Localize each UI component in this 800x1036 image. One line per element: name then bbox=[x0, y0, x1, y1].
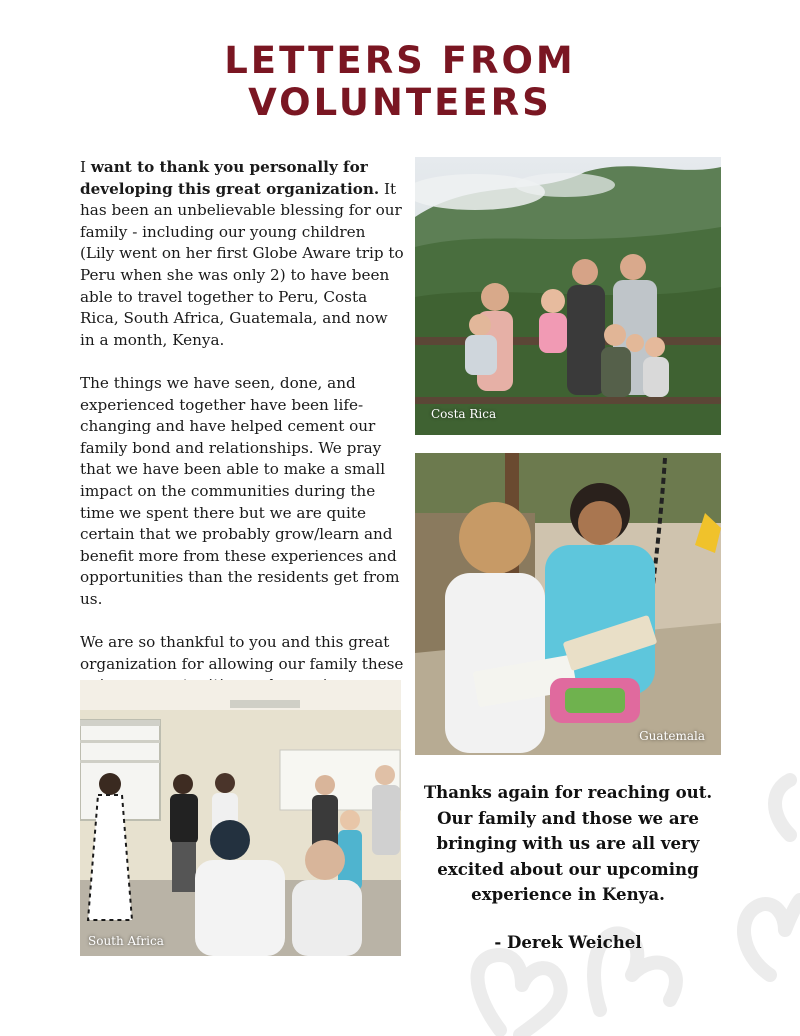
photo-caption: South Africa bbox=[88, 934, 164, 948]
signature: - Derek Weichel bbox=[494, 932, 642, 952]
paragraph-1-intro: I bbox=[80, 158, 91, 176]
closing-statement: Thanks again for reaching out. Our family and those we are bringing with us are all very excited about our upcoming experience in Kenya. bbox=[423, 782, 713, 904]
title-line-2: VOLUNTEERS bbox=[248, 81, 552, 124]
letter-paragraph-1 bbox=[80, 157, 404, 351]
photo-caption: Guatemala bbox=[639, 729, 705, 743]
title-line-1: LETTERS FROM bbox=[224, 39, 576, 82]
photo-caption: Costa Rica bbox=[431, 407, 497, 421]
letter-paragraph-2: The things we have seen, done, and experienced together have been life-changing and have helped cement our family bond and relationships. We pray that we have been able to make a small impact on the communities during the time we spent there but we are quite certain that we probably grow/learn and benefit more from these experiences and opportunities than the residents get from us. bbox=[80, 373, 400, 608]
page-title bbox=[0, 40, 800, 124]
costa-rica-photo bbox=[415, 157, 721, 435]
letter-body bbox=[80, 157, 404, 718]
paragraph-1-rest: It has been an unbelievable blessing for our family - including our young children (Lily went on her first Globe Aware trip to Peru when she was only 2) to have been able to travel together to Peru, Costa Rica, South Africa, Guatemala, and now in a month, Kenya. bbox=[80, 179, 404, 349]
south-africa-photo bbox=[80, 680, 401, 956]
guatemala-photo bbox=[415, 453, 721, 755]
paragraph-1-bold: want to thank you personally for developing this great organization. bbox=[80, 158, 380, 198]
letter-paragraph-3: We are so thankful to you and this great organization for allowing our family these bbox=[80, 633, 404, 673]
